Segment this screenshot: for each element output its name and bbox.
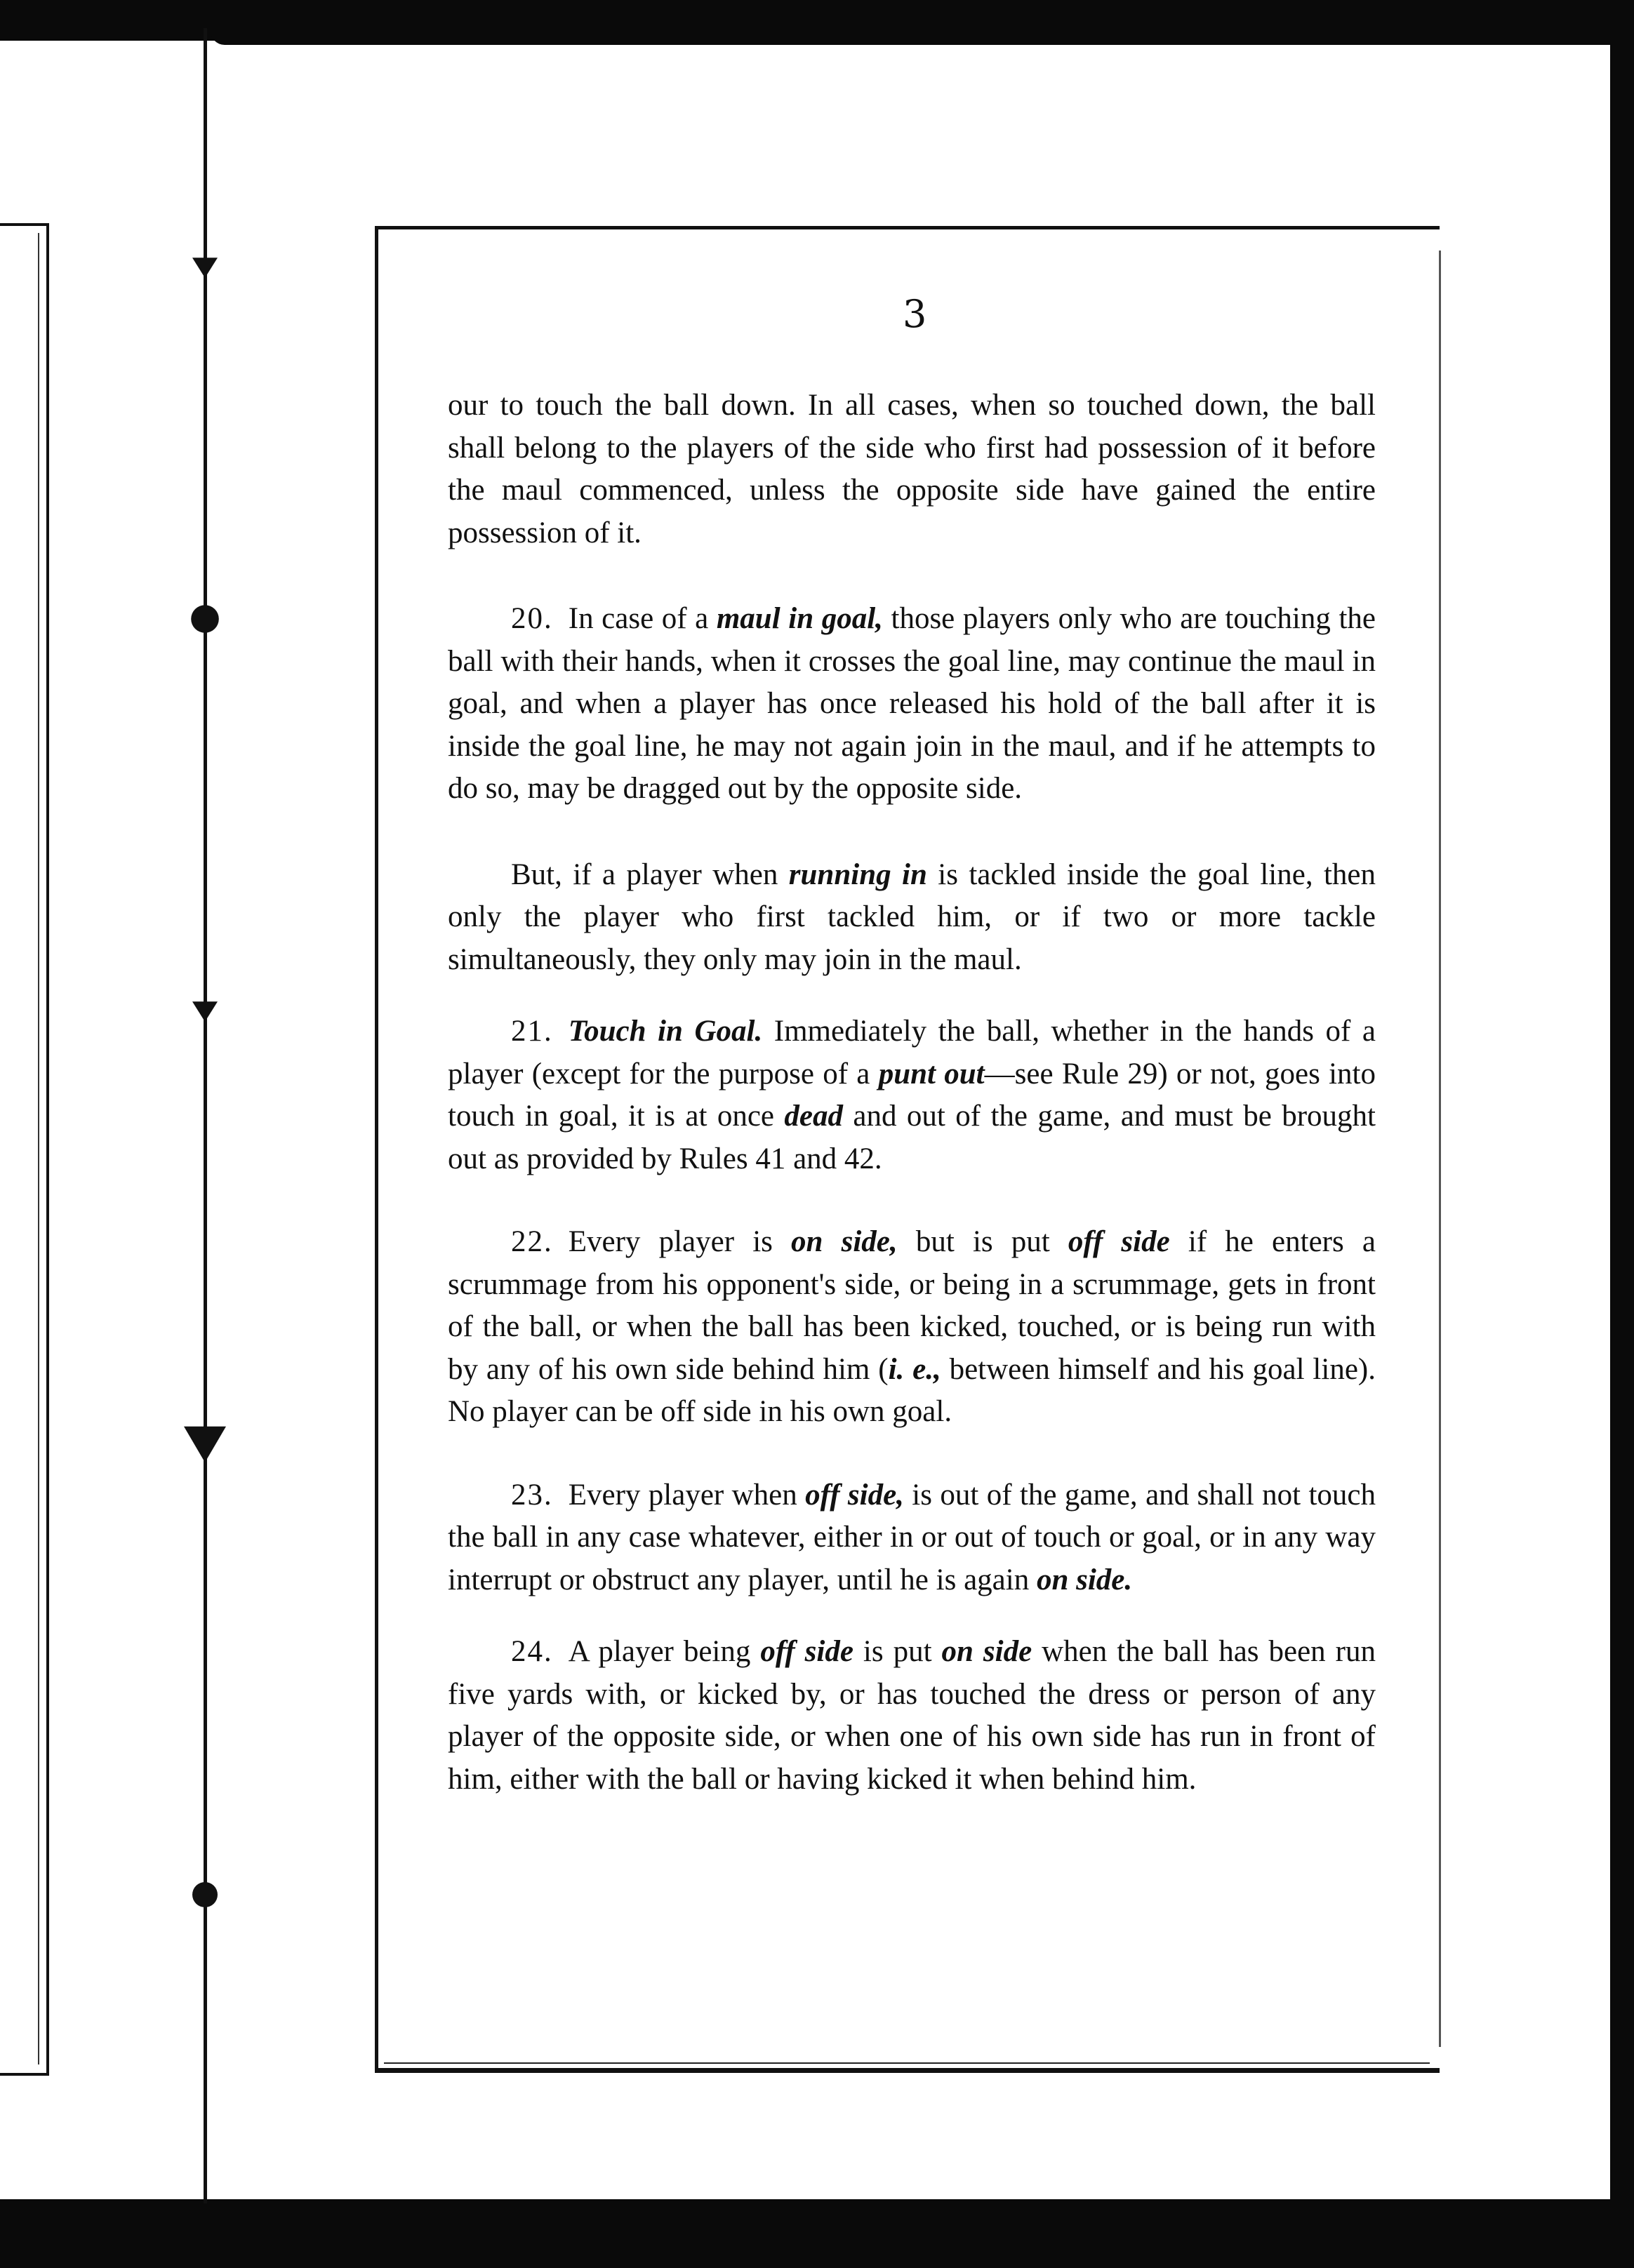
text-run: —see Rule 29) or not, goes into touch in goal, it is at once: [448, 1057, 1376, 1133]
scan-right-border: [1610, 0, 1634, 2268]
text-run: Every player when: [568, 1478, 806, 1512]
page-number: 3: [903, 292, 927, 336]
paragraph-text: our to touch the ball down. In all cases, when so touched down, the ball shall belong to the players of the side who first had possession of it before the maul commenced, unless the opposite side have gained the entire possession of it.: [448, 389, 1376, 549]
scan-top-border: [0, 0, 1634, 41]
binding-stitching: [201, 28, 209, 2203]
adjacent-page-edge: [0, 223, 49, 2076]
italic-term: running in: [788, 858, 927, 891]
text-run: if he enters a scrummage from his opponent's side, or being in a scrummage, gets in front of the ball, or when the ball has been kicked, touched, or is being run with by any of his own side behind him (: [448, 1225, 1376, 1386]
italic-term: i. e.,: [888, 1352, 941, 1386]
text-run: those players only who are touching the ball with their hands, when it crosses the goal line, may continue the maul in goal, and when a player has once released his hold of the ball after it is inside the goal line, he may not again join in the maul, and if he attempts to do so, may be dragged out by the opposite side.: [448, 602, 1376, 805]
italic-term: off side: [1068, 1225, 1170, 1258]
text-run: But, if a player when: [511, 858, 789, 891]
paragraph-continued: [448, 385, 1376, 554]
text-run: between himself and his goal line). No player can be off side in his own goal.: [448, 1352, 1376, 1428]
text-run: is put: [853, 1635, 942, 1668]
italic-term: dead: [784, 1100, 843, 1133]
binding-thread: [204, 28, 207, 2203]
text-run: Immediately the ball, whether in the hands of a player (except for the purpose of a: [448, 1015, 1376, 1090]
rule-number: 23.: [511, 1478, 553, 1512]
scan-bottom-border: [0, 2199, 1634, 2268]
rule-22-paragraph: [448, 1221, 1376, 1434]
text-run: when the ball has been run five yards with, or kicked by, or has touched the dress or person of any player of the opposite side, or when one of his own side has run in front of him, either with the ball or having kicked it when behind him.: [448, 1635, 1376, 1796]
text-run: A player being: [568, 1635, 761, 1668]
text-run: is tackled inside the goal line, then only the player who first tackled him, or if two or more tackle simultaneously, they only may join in the maul.: [448, 858, 1376, 976]
text-run: but is put: [897, 1225, 1068, 1258]
rule-20-continuation-paragraph: [448, 854, 1376, 982]
italic-term: punt out: [878, 1057, 985, 1090]
rule-24-paragraph: [448, 1631, 1376, 1801]
rule-number: 24.: [511, 1635, 553, 1668]
page-body: [448, 385, 1376, 1801]
text-run: and out of the game, and must be brought out as provided by Rules 41 and 42.: [448, 1100, 1376, 1175]
stitch-knot: [190, 603, 220, 634]
italic-term: on side,: [791, 1225, 898, 1258]
rule-number: 22.: [511, 1225, 553, 1258]
text-run: is out of the game, and shall not touch the ball in any case whatever, either in or out of touch or goal, or in any way interrupt or obstruct any player, until he is again: [448, 1478, 1376, 1596]
rule-number: 20.: [511, 602, 553, 635]
rule-number: 21.: [511, 1015, 553, 1048]
italic-term: maul in goal,: [716, 602, 883, 635]
italic-term: off side: [760, 1635, 853, 1668]
italic-term: on side: [941, 1635, 1032, 1668]
text-run: Every player is: [568, 1225, 792, 1258]
text-run: In case of a: [568, 602, 717, 635]
rule-23-paragraph: [448, 1474, 1376, 1602]
italic-term: off side,: [805, 1478, 904, 1512]
stitch-knot: [191, 1881, 219, 1909]
rule-heading: Touch in Goal.: [568, 1015, 763, 1048]
rule-21-paragraph: [448, 1010, 1376, 1180]
rule-20-paragraph: [448, 598, 1376, 811]
italic-term: on side.: [1036, 1563, 1133, 1596]
